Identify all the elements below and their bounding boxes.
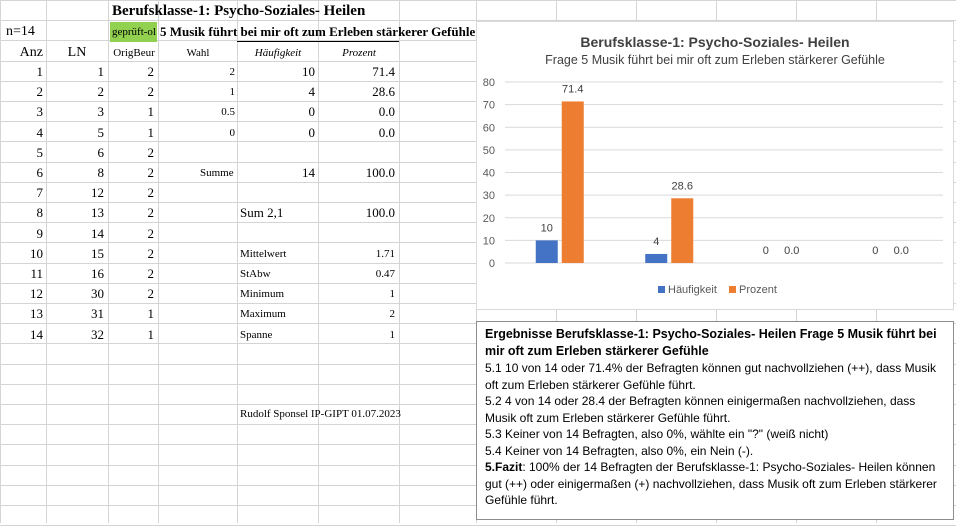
cell-origbeur[interactable]: 2 [147,185,154,200]
cell-ln[interactable]: 15 [91,246,104,261]
cell-anz[interactable]: 3 [36,104,43,119]
cell-origbeur[interactable]: 2 [147,286,154,301]
summe-prozent[interactable]: 100.0 [365,165,395,180]
cell-wahl[interactable]: 2 [229,66,235,78]
result-fazit [485,459,945,509]
y-tick-label: 70 [482,99,495,112]
question-header[interactable]: 5 Musik führt bei mir oft zum Erleben stärkerer Gefühle [160,24,475,39]
cell-origbeur[interactable]: 1 [147,327,154,342]
cell-origbeur[interactable]: 2 [147,64,154,79]
cell-anz[interactable]: 9 [36,226,43,241]
stat-label[interactable]: StAbw [240,268,271,280]
stat-label[interactable]: Maximum [240,308,286,320]
cell-anz[interactable]: 10 [30,246,43,261]
cell-anz[interactable]: 13 [30,306,43,321]
cell-origbeur[interactable]: 1 [147,125,154,140]
y-tick-label: 30 [482,190,495,203]
result-item-4: 5.4 Keiner von 14 Befragten, also 0%, ein Nein (-). [485,443,754,458]
cell-ln[interactable]: 1 [97,64,104,79]
sum21-label[interactable]: Sum 2,1 [240,205,284,220]
sum21-prozent[interactable]: 100.0 [365,205,395,220]
cell-ln[interactable]: 12 [91,185,104,200]
y-tick-label: 20 [482,212,495,225]
header-wahl[interactable]: Wahl [186,47,210,59]
cell-anz[interactable]: 1 [36,64,43,79]
data-label: 0 [872,245,879,257]
stat-label[interactable]: Spanne [240,329,273,341]
grid-col-line [46,0,47,523]
cell-ln[interactable]: 5 [97,125,104,140]
cell-origbeur[interactable]: 2 [147,205,154,220]
header-haeufigkeit[interactable]: Häufigkeit [254,47,302,59]
n-count[interactable]: n=14 [6,24,35,39]
cell-anz[interactable]: 4 [36,125,43,140]
grid-col-line [237,0,238,523]
cell-ln[interactable]: 13 [91,205,104,220]
author-credit[interactable]: Rudolf Sponsel IP-GIPT 01.07.2023 [240,408,401,420]
cell-ln[interactable]: 31 [91,306,104,321]
header-origbeur[interactable]: OrigBeur [113,47,155,59]
cell-origbeur[interactable]: 2 [147,246,154,261]
data-label: 10 [540,222,553,235]
cell-origbeur[interactable]: 2 [147,226,154,241]
cell-ln[interactable]: 16 [91,266,104,281]
header-prozent[interactable]: Prozent [342,47,376,59]
data-label: 0.0 [784,245,800,257]
data-label: 0.0 [893,245,909,257]
cell-anz[interactable]: 6 [36,165,43,180]
cell-anz[interactable]: 5 [36,145,43,160]
bar-prozent [671,198,693,263]
y-tick-label: 80 [482,77,495,89]
cell-origbeur[interactable]: 1 [147,306,154,321]
cell-haeufigkeit[interactable]: 0 [308,104,315,119]
stat-label[interactable]: Minimum [240,288,285,300]
cell-origbeur[interactable]: 2 [147,266,154,281]
cell-haeufigkeit[interactable]: 4 [308,84,315,99]
cell-wahl[interactable]: 0 [229,127,235,139]
y-tick-label: 60 [482,122,495,135]
data-label: 4 [653,235,660,248]
bar-prozent [562,101,584,263]
grid-col-line [318,0,319,523]
cell-ln[interactable]: 30 [91,286,104,301]
stat-value[interactable]: 1 [389,288,395,300]
stat-value[interactable]: 1 [389,329,395,341]
fazit-text: : 100% der 14 Befragten der Berufsklasse-1: Psycho-Soziales- Heilen können gut (++) oder einigermaßen (+) nachvollziehen, dass Musik oft zum Erleben stärkerer Gefühle führt. [485,460,937,507]
cell-ln[interactable]: 3 [97,104,104,119]
cell-anz[interactable]: 8 [36,205,43,220]
summe-label[interactable]: Summe [200,167,234,179]
data-label: 71.4 [562,83,584,96]
cell-ln[interactable]: 8 [97,165,104,180]
cell-anz[interactable]: 12 [30,286,43,301]
data-label: 0 [762,245,769,257]
stat-value[interactable]: 2 [389,308,395,320]
grid-col-line [399,0,400,523]
grid-col-line [108,0,109,523]
status-cell[interactable]: geprüft-ol [110,22,157,42]
y-tick-label: 40 [482,167,495,180]
chart-plot [477,22,955,311]
legend-swatch [729,286,736,293]
y-tick-label: 50 [482,144,495,157]
cell-wahl[interactable]: 0.5 [221,106,235,118]
y-tick-label: 0 [488,258,495,270]
cell-ln[interactable]: 2 [97,84,104,99]
legend-label: Prozent [739,284,777,296]
cell-origbeur[interactable]: 2 [147,84,154,99]
cell-ln[interactable]: 32 [91,327,104,342]
legend-label: Häufigkeit [668,284,717,296]
cell-anz[interactable]: 14 [30,327,43,342]
data-label: 28.6 [671,180,693,193]
result-item-1: 5.1 10 von 14 oder 71.4% der Befragten können gut nachvollziehen (++), dass Musik oft zum Erleben stärkerer Gefühle führt. [485,361,936,392]
cell-wahl[interactable]: 1 [229,86,235,98]
result-item-2: 5.2 4 von 14 oder 28.4 der Befragten können einigermaßen nachvollziehen, dass Musik oft zum Erleben stärkerer Gefühle führt. [485,394,916,425]
cell-origbeur[interactable]: 2 [147,145,154,160]
header-ln[interactable]: LN [67,45,87,60]
stat-label[interactable]: Mittelwert [240,248,287,260]
cell-origbeur[interactable]: 2 [147,165,154,180]
summe-haeufigkeit[interactable]: 14 [302,165,315,180]
bar-häufigkeit [536,240,558,263]
sheet-title[interactable]: Berufsklasse-1: Psycho-Soziales- Heilen [112,3,366,19]
cell-prozent[interactable]: 71.4 [372,64,395,79]
bar-chart[interactable] [476,21,954,310]
cell-ln[interactable]: 6 [97,145,104,160]
cell-haeufigkeit[interactable]: 0 [308,125,315,140]
cell-prozent[interactable]: 0.0 [378,104,395,119]
chart-subtitle: Frage 5 Musik führt bei mir oft zum Erleben stärkerer Gefühle [545,53,885,67]
cell-prozent[interactable]: 28.6 [372,84,395,99]
cell-ln[interactable]: 14 [91,226,104,241]
header-anz[interactable]: Anz [19,45,43,60]
fazit-label: 5.Fazit [485,460,523,474]
legend-swatch [658,286,665,293]
y-tick-label: 10 [482,235,495,248]
results-textbox[interactable] [476,321,954,520]
bar-häufigkeit [645,254,667,263]
grid-col-line [158,0,159,523]
stat-value[interactable]: 1.71 [375,248,395,260]
cell-anz[interactable]: 7 [36,185,43,200]
cell-haeufigkeit[interactable]: 10 [302,64,315,79]
cell-origbeur[interactable]: 1 [147,104,154,119]
chart-title: Berufsklasse-1: Psycho-Soziales- Heilen [580,34,850,50]
stat-value[interactable]: 0.47 [375,268,395,280]
cell-anz[interactable]: 2 [36,84,43,99]
cell-anz[interactable]: 11 [30,266,43,281]
cell-prozent[interactable]: 0.0 [378,125,395,140]
result-item-3: 5.3 Keiner von 14 Befragten, also 0%, wählte ein "?" (weiß nicht) [485,427,829,441]
results-heading: Ergebnisse Berufsklasse-1: Psycho-Soziales- Heilen Frage 5 Musik führt bei mir oft zum Erleben stärkerer Gefühle [485,327,937,358]
